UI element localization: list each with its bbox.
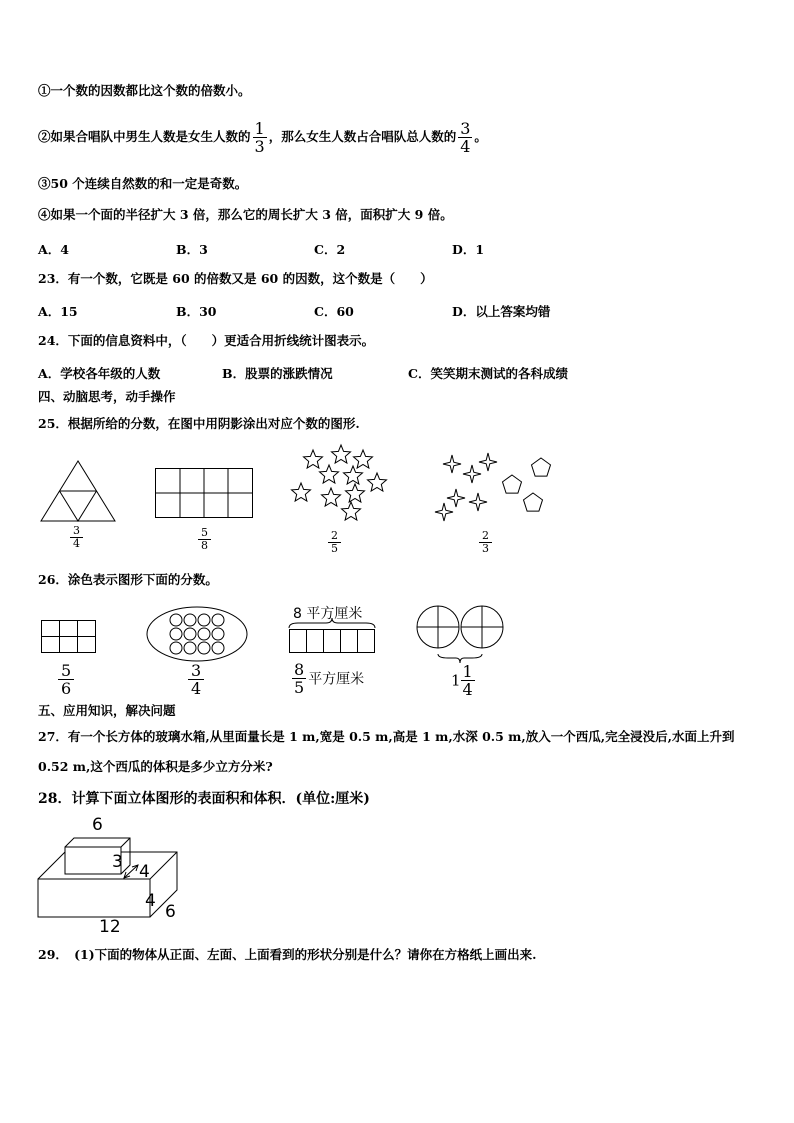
- dim-top-length: 6: [92, 815, 103, 835]
- pentagon-shape[interactable]: [503, 475, 522, 493]
- small-circle[interactable]: [198, 614, 210, 626]
- small-circle[interactable]: [184, 628, 196, 640]
- q29-question: 29． (1)下面的物体从正面、左面、上面看到的形状分别是什么？请你在方格纸上画出来.: [38, 947, 537, 962]
- five-point-star[interactable]: [368, 473, 387, 491]
- fraction-one-third: $\frac{1}{3}$: [254, 119, 265, 156]
- small-circle[interactable]: [184, 614, 196, 626]
- q22-option-a[interactable]: A．4: [38, 242, 69, 257]
- small-circle[interactable]: [212, 642, 224, 654]
- small-circle[interactable]: [212, 628, 224, 640]
- q22-statement-2-post: 。: [474, 129, 487, 144]
- small-circle[interactable]: [184, 642, 196, 654]
- dim-top-width: 4: [139, 862, 150, 882]
- q26-fraction-4: $\frac{1}{4}$: [462, 662, 473, 699]
- small-circle[interactable]: [212, 614, 224, 626]
- q23-option-d[interactable]: D．以上答案均错: [452, 304, 551, 319]
- q23-option-a[interactable]: A．15: [38, 304, 78, 319]
- q26-fraction-3-group: [290, 661, 364, 696]
- q23-question: 23．有一个数，它既是 60 的倍数又是 60 的因数，这个数是（ ）: [38, 271, 433, 286]
- five-point-star[interactable]: [322, 488, 341, 506]
- q27-line-1: 27．有一个长方体的玻璃水箱,从里面量长是 1 m,宽是 0.5 m,高是 1 m,水深 0.5 m,放入一个西瓜,完全浸没后,水面上升到: [38, 729, 735, 744]
- six-cell-rectangle[interactable]: [41, 620, 96, 653]
- five-point-star[interactable]: [346, 484, 365, 502]
- q25-fraction-2: 5 8: [198, 527, 211, 552]
- small-circle[interactable]: [170, 614, 182, 626]
- triangle-figure[interactable]: [40, 460, 116, 522]
- q22-statement-1: ①一个数的因数都比这个数的倍数小。: [38, 83, 251, 98]
- ellipse-with-circles[interactable]: [146, 606, 248, 662]
- q26-fraction-2: 3 4: [188, 662, 204, 697]
- section-5-heading: 五、应用知识，解决问题: [38, 703, 176, 718]
- five-point-star[interactable]: [332, 445, 351, 463]
- q26-fraction-1: 5 6: [58, 662, 74, 697]
- q23-option-b[interactable]: B．30: [176, 304, 217, 319]
- q22-statement-3: ③50 个连续自然数的和一定是奇数。: [38, 176, 248, 191]
- sparkles-and-pentagons-figure[interactable]: [432, 452, 562, 527]
- four-point-star[interactable]: [469, 493, 487, 511]
- dim-top-height: 3: [112, 852, 123, 872]
- small-circle[interactable]: [170, 628, 182, 640]
- q22-statement-2: [38, 120, 487, 155]
- four-point-star[interactable]: [435, 503, 453, 521]
- q24-option-c[interactable]: C．笑笑期末测试的各科成绩: [408, 366, 568, 381]
- q24-option-b[interactable]: B．股票的涨跌情况: [222, 366, 333, 381]
- five-point-star[interactable]: [304, 450, 323, 468]
- section-4-heading: 四、动脑思考，动手操作: [38, 389, 176, 404]
- q28-question: 28．计算下面立体图形的表面积和体积．(单位:厘米): [38, 791, 370, 807]
- dim-bottom-width: 6: [165, 902, 176, 922]
- q22-option-d[interactable]: D．1: [452, 242, 485, 257]
- ten-stars-figure[interactable]: [285, 448, 390, 528]
- two-quartered-circles[interactable]: [416, 605, 506, 665]
- small-circle[interactable]: [198, 642, 210, 654]
- fraction-three-fourths: $\frac{3}{4}$: [460, 119, 471, 156]
- four-point-star[interactable]: [447, 489, 465, 507]
- four-point-star[interactable]: [463, 465, 481, 483]
- q26-question: 26．涂色表示图形下面的分数。: [38, 572, 218, 587]
- four-point-star[interactable]: [479, 453, 497, 471]
- q25-fraction-4: 2 3: [479, 530, 492, 555]
- five-point-star[interactable]: [344, 466, 363, 484]
- q22-statement-2-mid: ，那么女生人数占合唱队总人数的: [268, 129, 457, 144]
- dim-bottom-length: 12: [99, 917, 121, 937]
- dim-bottom-height: 4: [145, 891, 156, 911]
- q25-fraction-1: 3 4: [70, 525, 83, 550]
- q26-fraction-4-group: [451, 663, 477, 698]
- q26-fraction-4-whole: 1: [451, 671, 461, 690]
- q22-option-b[interactable]: B．3: [176, 242, 208, 257]
- five-point-star[interactable]: [292, 483, 311, 501]
- q27-line-2: 0.52 m,这个西瓜的体积是多少立方分米?: [38, 759, 273, 774]
- five-point-star[interactable]: [342, 502, 361, 520]
- q25-question: 25．根据所给的分数，在图中用阴影涂出对应个数的图形.: [38, 416, 360, 431]
- brace-and-strip[interactable]: [288, 618, 376, 658]
- q25-fraction-3: 2 5: [328, 530, 341, 555]
- q23-option-c[interactable]: C．60: [314, 304, 354, 319]
- q22-option-c[interactable]: C．2: [314, 242, 346, 257]
- pentagon-shape[interactable]: [532, 458, 551, 476]
- five-point-star[interactable]: [320, 465, 339, 483]
- eight-cell-rectangle[interactable]: [155, 468, 253, 518]
- q22-statement-2-pre: ②如果合唱队中男生人数是女生人数的: [38, 129, 251, 144]
- q22-statement-4: ④如果一个面的半径扩大 3 倍，那么它的周长扩大 3 倍，面积扩大 9 倍。: [38, 207, 453, 222]
- small-circle[interactable]: [170, 642, 182, 654]
- small-circle[interactable]: [198, 628, 210, 640]
- q24-option-a[interactable]: A．学校各年级的人数: [38, 366, 161, 381]
- q26-fraction-3: $\frac{8}{5}$: [294, 660, 305, 697]
- four-point-star[interactable]: [443, 455, 461, 473]
- pentagon-shape[interactable]: [524, 493, 543, 511]
- five-point-star[interactable]: [354, 450, 373, 468]
- q24-question: 24．下面的信息资料中，（ ）更适合用折线统计图表示。: [38, 333, 375, 348]
- q26-area-label: 8 平方厘米: [293, 606, 363, 622]
- q26-fraction-3-unit: 平方厘米: [308, 671, 365, 688]
